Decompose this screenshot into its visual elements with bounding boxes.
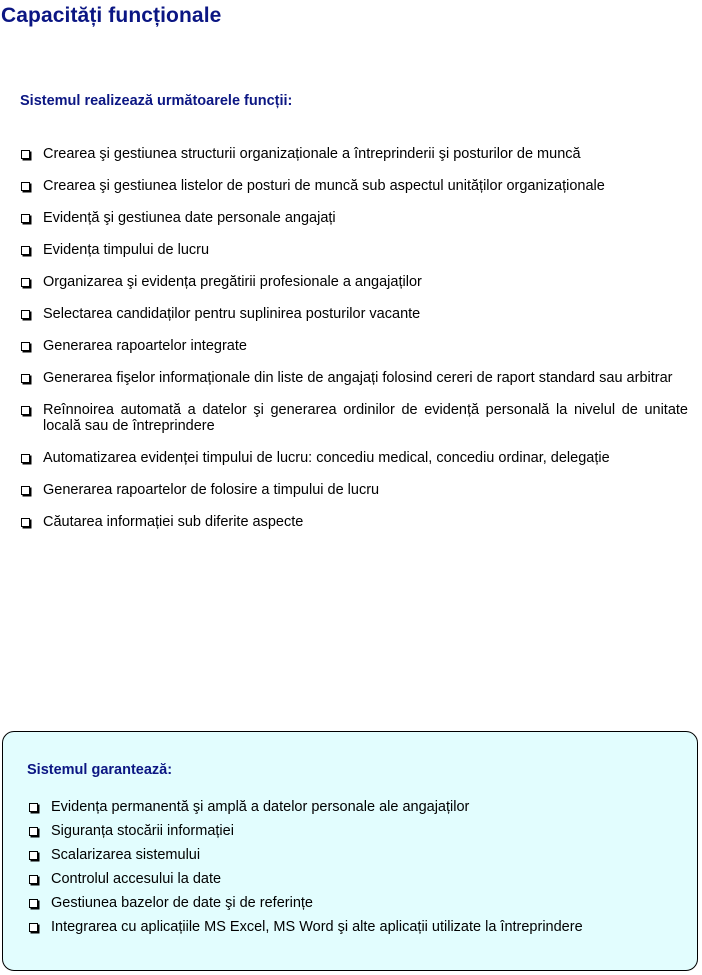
list-item [28, 847, 583, 863]
checkbox-icon [21, 214, 30, 223]
list-item-text: Gestiunea bazelor de date şi de referințe [51, 895, 313, 911]
checkbox-icon [29, 851, 38, 860]
list-item-text: Integrarea cu aplicațiile MS Excel, MS Word şi alte aplicații utilizate la întreprindere [51, 919, 583, 935]
checkbox-icon [21, 454, 30, 463]
guarantees-heading: Sistemul garantează: [27, 762, 173, 778]
checkbox-icon [21, 486, 30, 495]
checkbox-icon [29, 875, 38, 884]
checkbox-icon [21, 518, 30, 527]
checkbox-icon [21, 342, 30, 351]
list-item-text: Controlul accesului la date [51, 871, 222, 887]
functions-list [20, 146, 688, 546]
list-item [28, 823, 583, 839]
page-title: Capacități funcționale [1, 4, 222, 27]
list-item [20, 306, 688, 322]
list-item-text: Scalarizarea sistemului [51, 847, 201, 863]
list-item-text: Generarea rapoartelor de folosire a timpului de lucru [43, 482, 380, 498]
list-item [20, 402, 688, 434]
list-item [20, 242, 688, 258]
checkbox-icon [29, 827, 38, 836]
list-item-text: Selectarea candidaților pentru suplinirea posturilor vacante [43, 306, 421, 322]
list-item-text: Evidența timpului de lucru [43, 242, 210, 258]
list-item [20, 178, 688, 194]
checkbox-icon [21, 246, 30, 255]
checkbox-icon [29, 923, 38, 932]
list-item-text: Siguranța stocării informației [51, 823, 234, 839]
checkbox-icon [21, 182, 30, 191]
list-item-text: Evidența permanentă şi amplă a datelor personale ale angajaților [51, 799, 470, 815]
list-item [28, 871, 583, 887]
list-item-text: Evidență şi gestiunea date personale angajați [43, 210, 336, 226]
list-item-text: Automatizarea evidenței timpului de lucru: concediu medical, concediu ordinar, delegație [43, 450, 610, 466]
checkbox-icon [21, 374, 30, 383]
checkbox-icon [21, 310, 30, 319]
list-item-text: Reînnoirea automată a datelor şi generarea ordinilor de evidență personală la nivelul de unitate locală sau de întreprindere [43, 402, 688, 434]
list-item-text: Organizarea şi evidența pregătirii profesionale a angajaților [43, 274, 422, 290]
list-item [20, 514, 688, 530]
checkbox-icon [29, 803, 38, 812]
list-item-text: Generarea rapoartelor integrate [43, 338, 247, 354]
list-item [20, 482, 688, 498]
guarantees-list [28, 799, 583, 943]
list-item [20, 370, 688, 386]
checkbox-icon [21, 406, 30, 415]
list-item [28, 799, 583, 815]
list-item [20, 146, 688, 162]
list-item [20, 274, 688, 290]
checkbox-icon [21, 278, 30, 287]
list-item-text: Generarea fişelor informaționale din liste de angajați folosind cereri de raport standard sau arbitrar [43, 370, 673, 386]
guarantees-panel [2, 731, 698, 971]
list-item-text: Crearea şi gestiunea structurii organizaționale a întreprinderii şi posturilor de muncă [43, 146, 581, 162]
checkbox-icon [21, 150, 30, 159]
list-item [28, 895, 583, 911]
list-item-text: Crearea şi gestiunea listelor de posturi de muncă sub aspectul unităților organizaționale [43, 178, 605, 194]
functions-heading: Sistemul realizează următoarele funcții: [20, 93, 293, 109]
list-item [20, 210, 688, 226]
list-item [20, 450, 688, 466]
list-item-text: Căutarea informației sub diferite aspecte [43, 514, 304, 530]
list-item [20, 338, 688, 354]
list-item [28, 919, 583, 935]
checkbox-icon [29, 899, 38, 908]
